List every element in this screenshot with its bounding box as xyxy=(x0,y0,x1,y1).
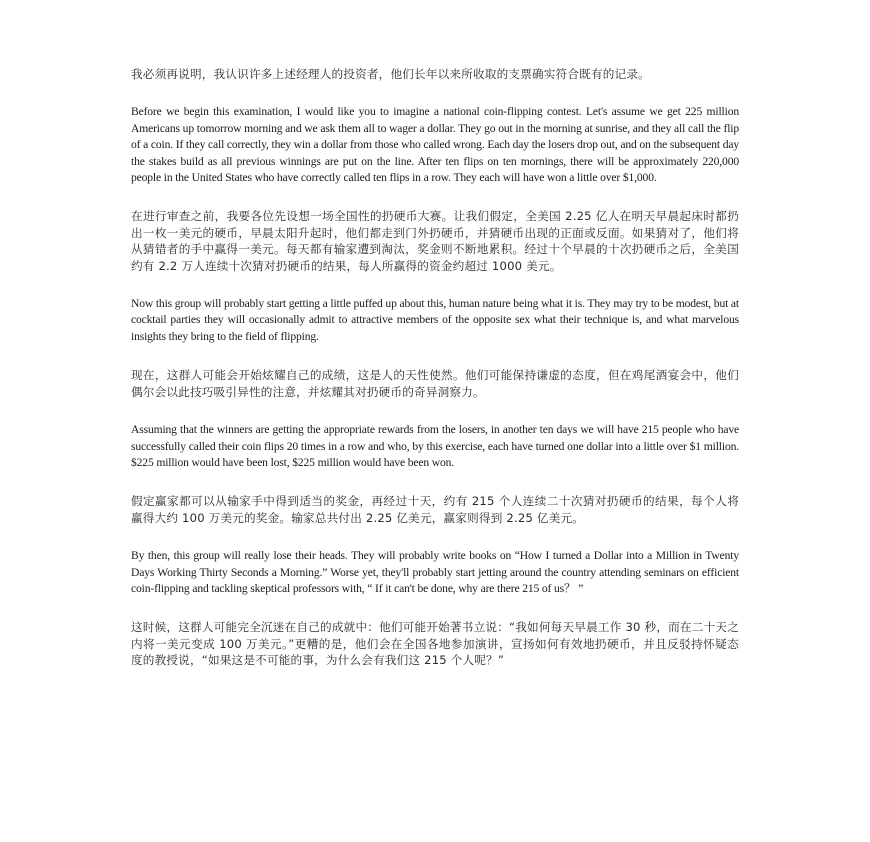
paragraph-zh-lose-heads: 这时候，这群人可能完全沉迷在自己的成就中：他们可能开始著书立说：“我如何每天早晨工作 30 秒，而在二十天之内将一美元变成 100 万美元。”更糟的是，他们会在全国各地参加演讲，宣扬如何有效地扔硬币，并且反驳持怀疑态度的教授说，“如果这是不可能的事，为什么会有我们这 215 个人呢？” xyxy=(131,620,739,668)
paragraph-en-coin-contest: Before we begin this examination, I would like you to imagine a national coin-flipping contest. Let's assume we get 225 million Americans up tomorrow morning and we ask them all to wager a dollar. They go out in the morning at sunrise, and they all call the flip of a coin. If they call correctly, they win a dollar from those who called wrong. Each day the losers drop out, and on the subsequent day the stakes build as all previous winnings are put on the line. After ten flips on ten mornings, there will be approximately 220,000 people in the United States who have correctly called ten flips in a row. They each will have won a little over $1,000. xyxy=(131,105,739,185)
paragraph-en-puffed-up: Now this group will probably start getting a little puffed up about this, human nature being what it is. They may try to be modest, but at cocktail parties they will occasionally admit to attractive members of the opposite sex what their technique is, and what marvelous insights they bring to the field of flipping. xyxy=(131,297,739,343)
paragraph-zh-coin-contest: 在进行审查之前，我要各位先设想一场全国性的扔硬币大赛。让我们假定，全美国 2.25 亿人在明天早晨起床时都扔出一枚一美元的硬币，早晨太阳升起时，他们都走到门外扔硬币，并猜硬币出现的正面或反面。如果猜对了，他们将从猜错者的手中赢得一美元。每天都有输家遭到淘汰，奖金则不断地累积。经过十个早晨的十次扔硬币之后，全美国约有 2.2 万人连续十次猜对扔硬币的结果，每人所赢得的资金约超过 1000 美元。 xyxy=(131,209,739,273)
document-page xyxy=(131,66,739,691)
paragraph-zh-disclaimer: 我必须再说明，我认识许多上述经理人的投资者，他们长年以来所收取的支票确实符合既有的记录。 xyxy=(131,67,650,81)
paragraph-zh-twenty-days: 假定赢家都可以从输家手中得到适当的奖金，再经过十天，约有 215 个人连续二十次猜对扔硬币的结果，每个人将赢得大约 100 万美元的奖金。输家总共付出 2.25 亿美元，赢家则得到 2.25 亿美元。 xyxy=(131,494,739,525)
paragraph-en-twenty-days: Assuming that the winners are getting the appropriate rewards from the losers, in another ten days we will have 215 people who have successfully called their coin flips 20 times in a row and who, by this exercise, each have turned one dollar into a little over $1 million. $225 million would have been lost, $225 million would have been won. xyxy=(131,423,739,469)
paragraph-zh-puffed-up: 现在，这群人可能会开始炫耀自己的成绩，这是人的天性使然。他们可能保持谦虚的态度，但在鸡尾酒宴会中，他们偶尔会以此技巧吸引异性的注意，并炫耀其对扔硬币的奇异洞察力。 xyxy=(131,368,739,399)
paragraph-en-lose-heads: By then, this group will really lose their heads. They will probably write books on “How I turned a Dollar into a Million in Twenty Days Working Thirty Seconds a Morning.” Worse yet, they'll probably start jetting around the country attending seminars on efficient coin-flipping and tackling skeptical professors with, “ If it can't be done, why are there 215 of us？ ” xyxy=(131,549,739,595)
